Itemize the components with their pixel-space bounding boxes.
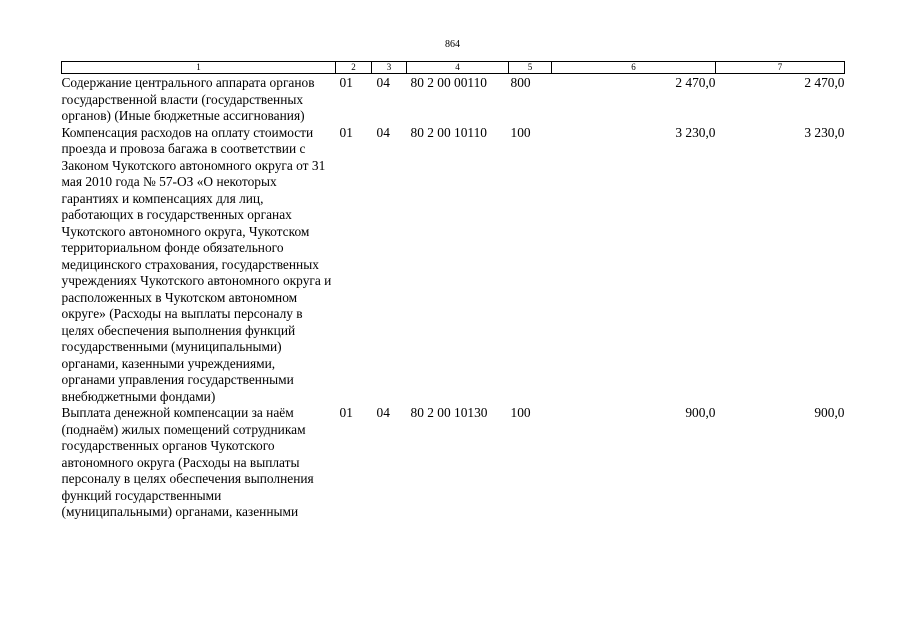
header-col-3: 3	[372, 62, 407, 74]
row-section-code: 01	[339, 124, 353, 140]
row-subsection-code: 04	[376, 405, 390, 420]
row-expense-type-code: 800	[510, 75, 531, 90]
table-row	[62, 405, 845, 521]
row-amount-year-2: 900,0	[814, 405, 845, 420]
row-amount-year-1: 3 230,0	[675, 124, 716, 140]
row-target-article-code: 80 2 00 00110	[410, 75, 487, 90]
page-number: 864	[445, 39, 460, 50]
table-header	[62, 62, 845, 74]
table-row	[62, 125, 845, 406]
budget-table	[61, 61, 845, 521]
row-amount-year-1: 900,0	[685, 405, 716, 420]
header-col-2: 2	[336, 62, 372, 74]
row-subsection-code: 04	[376, 75, 390, 90]
row-amount-year-2: 2 470,0	[804, 75, 845, 90]
header-col-7: 7	[716, 62, 845, 74]
row-expense-type-code: 100	[510, 124, 531, 140]
header-col-5: 5	[509, 62, 552, 74]
header-col-4: 4	[407, 62, 509, 74]
row-name: Компенсация расходов на оплату стоимости проезда и провоза багажа в соответствии с Законом Чукотского автономного округа от 31 мая 2010 года № 57-ОЗ «О некоторых гарантиях и компенсациях для лиц, работающих в государственных органах Чукотского автономного округа, Чукотском территориальном фонде обязательного медицинского страхования, государственных учреждениях Чукотского автономного округа и расположенных в Чукотском автономном округе» (Расходы на выплаты персоналу в целях обеспечения выполнения функций государственными (муниципальными) органами, казенными учреждениями, органами управления государственными внебюджетными фондами)	[61, 124, 332, 404]
row-target-article-code: 80 2 00 10110	[410, 124, 487, 140]
table-body	[62, 74, 845, 521]
table-row	[62, 74, 845, 125]
row-expense-type-code: 100	[510, 405, 531, 420]
header-col-6: 6	[552, 62, 716, 74]
row-amount-year-2: 3 230,0	[804, 124, 845, 140]
row-amount-year-1: 2 470,0	[675, 75, 716, 90]
row-section-code: 01	[339, 75, 353, 90]
row-section-code: 01	[339, 405, 353, 420]
header-row	[62, 62, 845, 74]
header-col-1: 1	[62, 62, 336, 74]
row-name: Содержание центрального аппарата органов государственной власти (государственных органов) (Иные бюджетные ассигнования)	[61, 75, 315, 123]
row-target-article-code: 80 2 00 10130	[410, 405, 488, 420]
row-subsection-code: 04	[376, 124, 390, 140]
row-name: Выплата денежной компенсации за наём (поднаём) жилых помещений сотрудникам государственных органов Чукотского автономного округа (Расходы на выплаты персоналу в целях обеспечения выполнения функций государственными (муниципальными) органами, казенными	[61, 405, 314, 519]
